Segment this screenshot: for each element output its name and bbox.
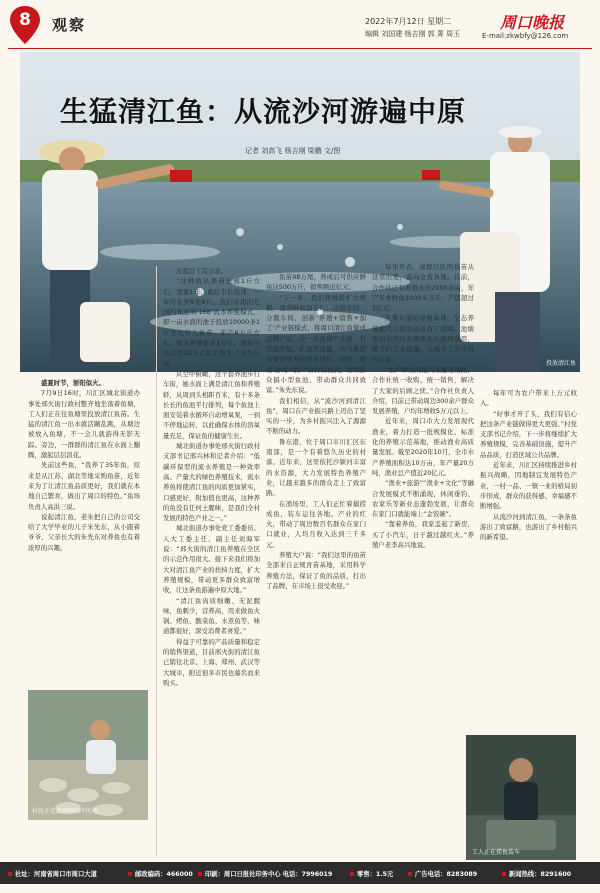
photo-left-caption: 村民正在清理网箱中的鱼	[32, 808, 99, 815]
main-photo-caption: 投放清江鱼	[546, 360, 577, 367]
article-column-5	[480, 388, 577, 728]
paragraph: “靠着养鱼，我家盖起了新房，买了小汽车，日子越过越红火。”养殖户老李高兴地说。	[372, 520, 474, 550]
column-divider	[156, 266, 157, 856]
photo-fish-cage	[28, 690, 148, 820]
paragraph: 从流沙河到清江鱼，一条条鱼游出了致富路，也游出了乡村振兴的新希望。	[480, 512, 577, 542]
footer-address-text: 社址：河南省周口市周口大道	[15, 871, 97, 878]
paragraph: 城北街道办事处邢火街行政村支部书记邢兴林和记者介绍：“低碳环保型的流水养殖是一种效率高、产量大的绿色养殖技术，流水养鱼将使清江鱼的肉质更加紧实，口感更好，附加值也更高，这种养的鱼没有任何土腥味，是我们全村发展的特色产业之一。”	[163, 442, 260, 523]
photo-loading-fish	[466, 735, 576, 860]
headline: 生猛清江鱼：从流沙河游遍中原	[60, 95, 467, 128]
paragraph: 鲁东港，位于周口市川汇区东南部，是一个有着悠久历史的村落。近年来，这里依托沙颍河丰富的水资源，大力发展特色养殖产业，让越来越多的群众走上了致富路。	[266, 437, 366, 498]
paragraph: 7月9日16时，川汇区城北街道办事处邢火街行政村整齐地坐落着鱼塘，工人们正在往鱼塘里投放清江鱼苗。生猛的清江鱼一出水就活蹦乱跳，从塘边被放入鱼塘，不一会儿就游得无影无踪。旁边，一群群的清江鱼在水面上翻腾，激起层层浪花。	[28, 389, 140, 460]
paragraph: 近年来，周口市大力发展现代渔业，着力打造一批规模化、标准化的养殖示范基地，推动渔业高质量发展。截至2020年10月，全市水产养殖面积达10万亩，年产量20万吨，渔业总产值近20亿元。	[372, 417, 474, 477]
paragraph: 城北街道办事处党工委委员、人大工委主任、副主任刘海军说：“邢火街的清江鱼养殖在全区的示范作用很大。接下来我们将加大对清江鱼产业的扶持力度，扩大养殖规模，带动更多群众致富增收，让这条鱼游遍中原大地。”	[163, 524, 260, 595]
page-footer	[0, 862, 600, 884]
article-column-4	[372, 262, 474, 856]
footer-tips-text: 新闻热线：8291600	[509, 871, 572, 878]
paragraph: 每年开春，成群结队的鱼苗从这里出发，游向全省各地。目前，合作社已有养殖水面2000余亩，年产各类鲜鱼1000多万斤，产值超过1亿元。	[372, 263, 474, 313]
paragraph: 在鲁东港的养殖基地，生态养殖模式让鱼的品质有了保障。池塘里的水经过多级净化后循环利用，既节约了水资源，又减少了对环境的污染。	[372, 314, 474, 364]
paragraph: 还超过了其父亲。	[176, 267, 228, 275]
paragraph: “好事才开了头，我们有信心把这条产业链做得更大更强。”村党支部书记介绍，下一步将继续扩大养殖规模，完善基础设施，提升产品品质，打造区域公共品牌。	[480, 409, 577, 459]
footer-tips	[502, 869, 571, 878]
section-title: 观察	[52, 16, 87, 34]
issue-date: 2022年7月12日 星期二	[365, 17, 452, 26]
paragraph: 养殖大户说：“我们这里的鱼苗全部来自正规育苗基地，采用科学养殖方法，保证了鱼的品质，打出了品牌，在市场上很受欢迎。”	[266, 551, 366, 590]
footer-printer	[198, 869, 332, 878]
paragraph: 从空中俯瞰，这个套养池步行车街，她水面上满是清江鱼和养殖虾，从周到头相距百米，有十多条长长的鱼池平行排列，每个鱼池上面安装着水循环自动增氧泵，一到不停地运转，以此确保水体的溶氧量充足，保证鱼的健康生长。	[163, 369, 260, 440]
contact-email: E-mail:zkwbfy@126.com	[482, 32, 569, 40]
footer-ad-text: 广告电话：8283089	[415, 871, 478, 878]
footer-price	[350, 869, 393, 878]
photo-right-caption: 工人正在捞鱼装车	[472, 849, 521, 856]
paragraph: “下一步，我们将继续扩大规模，建造鲜鱼加工厂，冷链车间、分割车间，创新‘养殖+销售+加工’产业链模式，将周口清江鱼做成品牌产品，进一步延伸产业链，打造销售链，扩展渠道链，为当地群众提供更多的就业岗位。同时，探索‘公司+农户’合作社模式，引领群众搞小型鱼池、带动群众共同致富。”朱先东说。	[266, 293, 366, 395]
page-number: 8	[19, 10, 31, 30]
article-column-2	[163, 266, 260, 856]
footer-price-text: 零售：1.5元	[357, 871, 394, 878]
paragraph: 我们相信，从“流沙河到清江鱼”，周口在产业振兴路上迈出了坚实的一步，为乡村振兴注入了源源不断的动力。	[266, 396, 366, 436]
article-column-3	[266, 272, 366, 856]
footer-address	[8, 869, 97, 878]
header-rule	[8, 48, 592, 49]
newspaper-logo: 周口晚报	[500, 13, 565, 32]
paragraph: “农户养鱼的最大难题是销路，合作社统一收购、统一销售，解决了大家的后顾之忧。”合作社负责人介绍，目前已带动周边300余户群众发展养殖，户均年增收5万元以上。	[372, 365, 474, 416]
paragraph: “清江鱼肉质细嫩、无泥腥味，鱼刺少，营养高，用来做鱼火锅、烤鱼、酸菜鱼、水煮鱼等，味道都很好，深受消费者喜爱。”	[163, 596, 260, 636]
paragraph: “这种鱼从养苗长到1斤左右，需要1年，此后生长迅速，一年可长到6至8斤。我们采用的是国内先进的‘168’流水养殖模式，即一亩水面的池子投放10000条1斤左右的大鱼苗，年产6万斤左右，原来养殖最多1万斤，现在可以达到20万元甚至更多。”朱先东说。	[163, 277, 260, 368]
paragraph: 先前这些鱼，“我养了35年鱼，原来是从江苏、湖北等地采购鱼苗，近年来为了让清江鱼品质更好，我们就在本地自己繁育，做出了周口的特色。”鱼场负责人高洪三说。	[28, 461, 140, 511]
footer-postcode	[128, 869, 193, 878]
paragraph: “渔业+旅游”“渔业+文化”等融合发展模式不断涌现，休闲垂钓、农家乐等新业态蓬勃发展，让群众在家门口就能端上“金饭碗”。	[372, 479, 474, 519]
footer-ad	[408, 869, 477, 878]
article-column-1	[28, 378, 140, 683]
paragraph: 在渔场里，工人们正忙着捕捞成鱼，装车运往各地。产业的红火，带动了周边数百名群众在家门口就业，人均月收入达到三千多元。	[266, 499, 366, 549]
lead-paragraph: 盛夏时节，骄阳似火。	[41, 379, 105, 387]
editors: 编辑 刘国建 杨吉刚 郭 菁 周玉	[365, 30, 461, 38]
paragraph: 得益于可靠的产品质量和稳定的销售渠道，目前邢火街的清江鱼已销往北京、上海、郑州、武汉等大城市，附近很多市民也慕名而来购买。	[163, 637, 260, 687]
paragraph: 每年可为农户带来上万元收入。	[480, 389, 577, 408]
footer-printer-text: 印刷：周口日报社印务中心 电话：7996019	[205, 871, 333, 878]
paragraph: 鱼苗98万尾，养成后可供应鲜鱼达500万斤，销售额近亿元。	[266, 273, 366, 292]
byline: 记者 刘高飞 杨吉刚 梁鹏 文/图	[245, 147, 341, 155]
paragraph: 说起清江鱼，老朱把自己的公司交给了大学毕业的儿子朱先东，从小跟着爷爷、父亲长大的朱先东对养鱼也有着浓厚的兴趣。	[28, 512, 140, 552]
paragraph: 近年来，川汇区持续推进乡村振兴战略，因地制宜发展特色产业，一村一品、一镇一业的格局初步形成，群众的获得感、幸福感不断增强。	[480, 461, 577, 511]
footer-postcode-text: 邮政编码：466000	[135, 871, 193, 878]
